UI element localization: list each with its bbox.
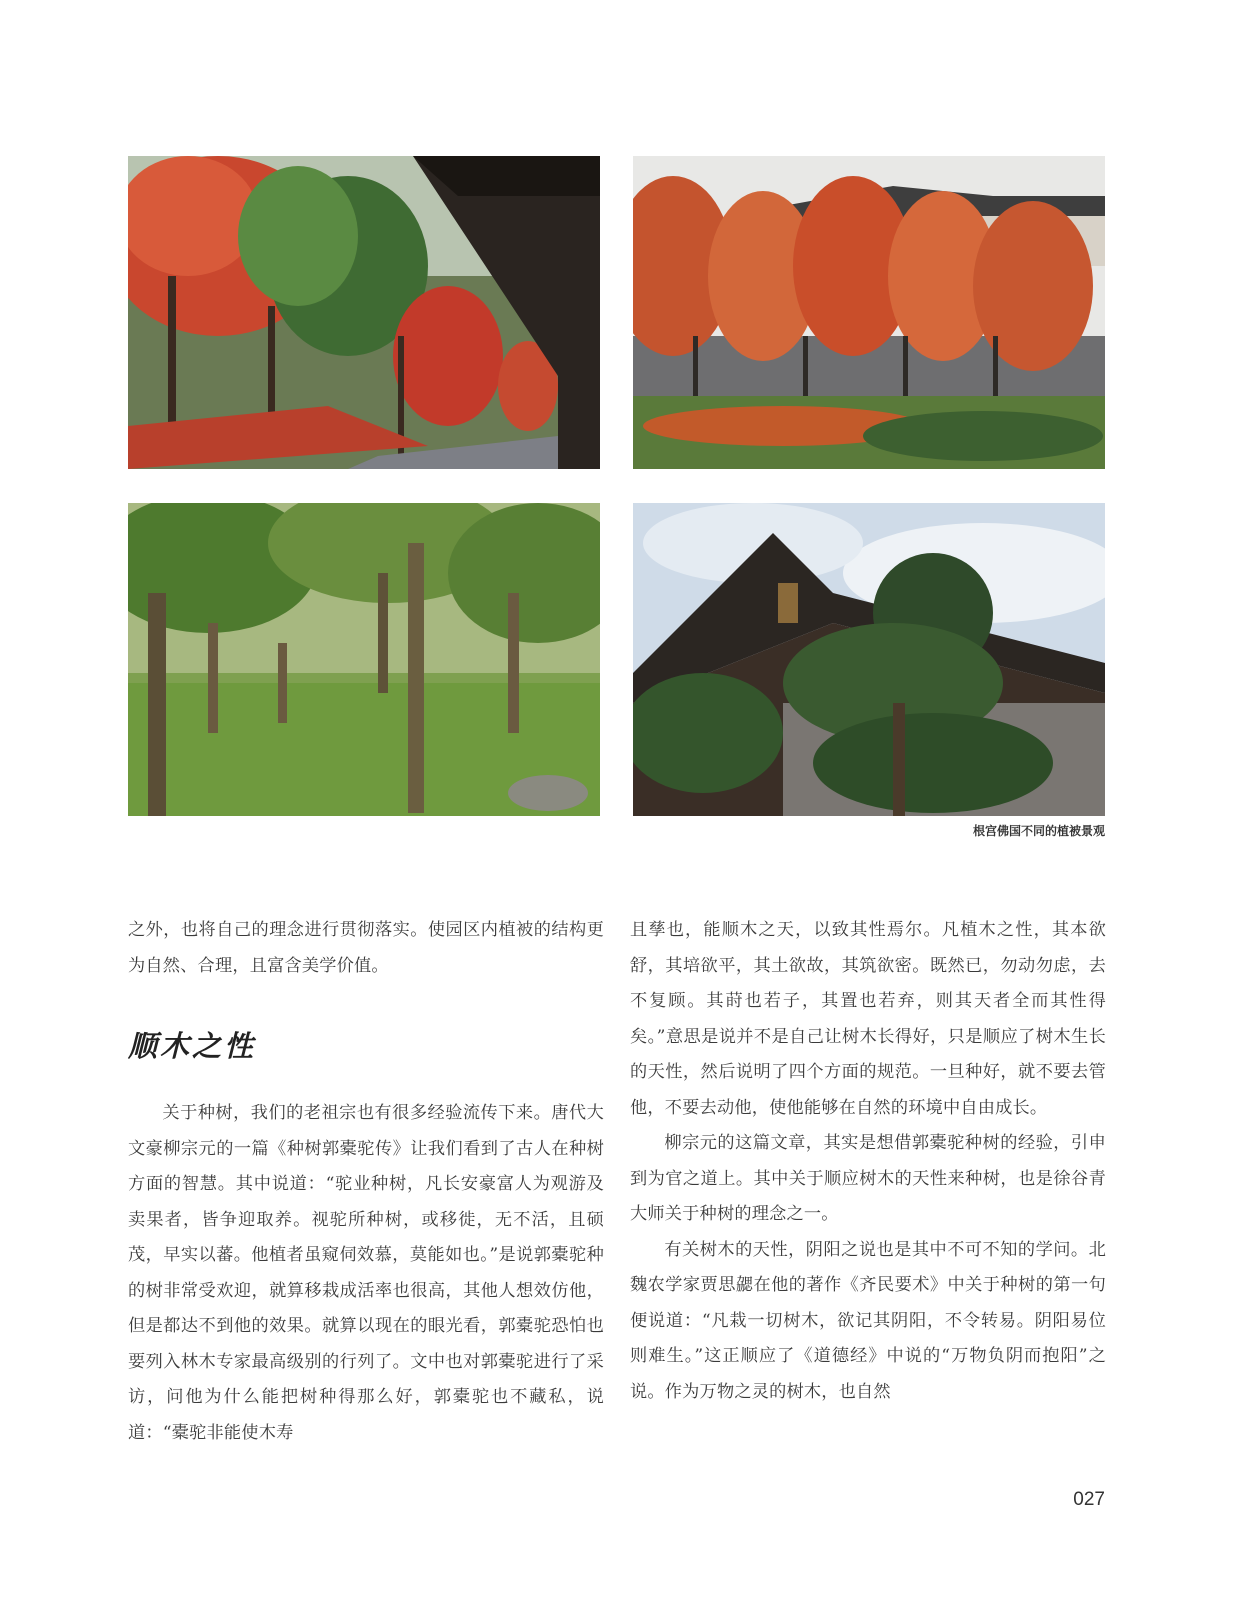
section-heading: 顺木之性 (128, 1029, 257, 1063)
paragraph: 有关树木的天性，阴阳之说也是其中不可不知的学问。北魏农学家贾思勰在他的著作《齐民要术》中关于种树的第一句便说道：“凡栽一切树木，欲记其阴阳，不令转易。阴阳易位则难生。”这正顺应了《道德经》中说的“万物负阴而抱阳”之说。作为万物之灵的树木，也自然 (630, 1239, 1106, 1402)
paragraph: 且孳也，能顺木之天，以致其性焉尔。凡植木之性，其本欲舒，其培欲平，其土欲故，其筑欲密。既然已，勿动勿虑，去不复顾。其莳也若子，其置也若弃，则其天者全而其性得矣。”意思是说并不是自己让树木长得好，只是顺应了树木生长的天性，然后说明了四个方面的规范。一旦种好，就不要去管他，不要去动他，使他能够在自然的环境中自由成长。 (630, 920, 1106, 1118)
photo-green-grove (128, 503, 600, 816)
left-column (128, 913, 604, 1451)
photo-red-cypress-wall (633, 156, 1105, 469)
photo-red-trees-eaves (128, 156, 600, 469)
photo-pine-temple-roof (633, 503, 1105, 816)
paragraph: 关于种树，我们的老祖宗也有很多经验流传下来。唐代大文豪柳宗元的一篇《种树郭橐驼传》让我们看到了古人在种树方面的智慧。其中说道：“驼业种树，凡长安豪富人为观游及卖果者，皆争迎取养。视驼所种树，或移徙，无不活，且硕茂，早实以蕃。他植者虽窥伺效慕，莫能如也。”是说郭橐驼种的树非常受欢迎，就算移栽成活率也很高，其他人想效仿他，但是都达不到他的效果。就算以现在的眼光看，郭橐驼恐怕也要列入林木专家最高级别的行列了。文中也对郭橐驼进行了采访，问他为什么能把树种得那么好，郭橐驼也不藏私，说道：“橐驼非能使木寿 (128, 1103, 604, 1443)
right-column (630, 913, 1106, 1410)
paragraph: 柳宗元的这篇文章，其实是想借郭橐驼种树的经验，引申到为官之道上。其中关于顺应树木的天性来种树，也是徐谷青大师关于种树的理念之一。 (630, 1133, 1106, 1224)
page-number: 027 (1073, 1489, 1105, 1510)
figure-caption: 根宫佛国不同的植被景观 (972, 824, 1105, 838)
paragraph: 之外，也将自己的理念进行贯彻落实。使园区内植被的结构更为自然、合理，且富含美学价值。 (128, 920, 604, 976)
